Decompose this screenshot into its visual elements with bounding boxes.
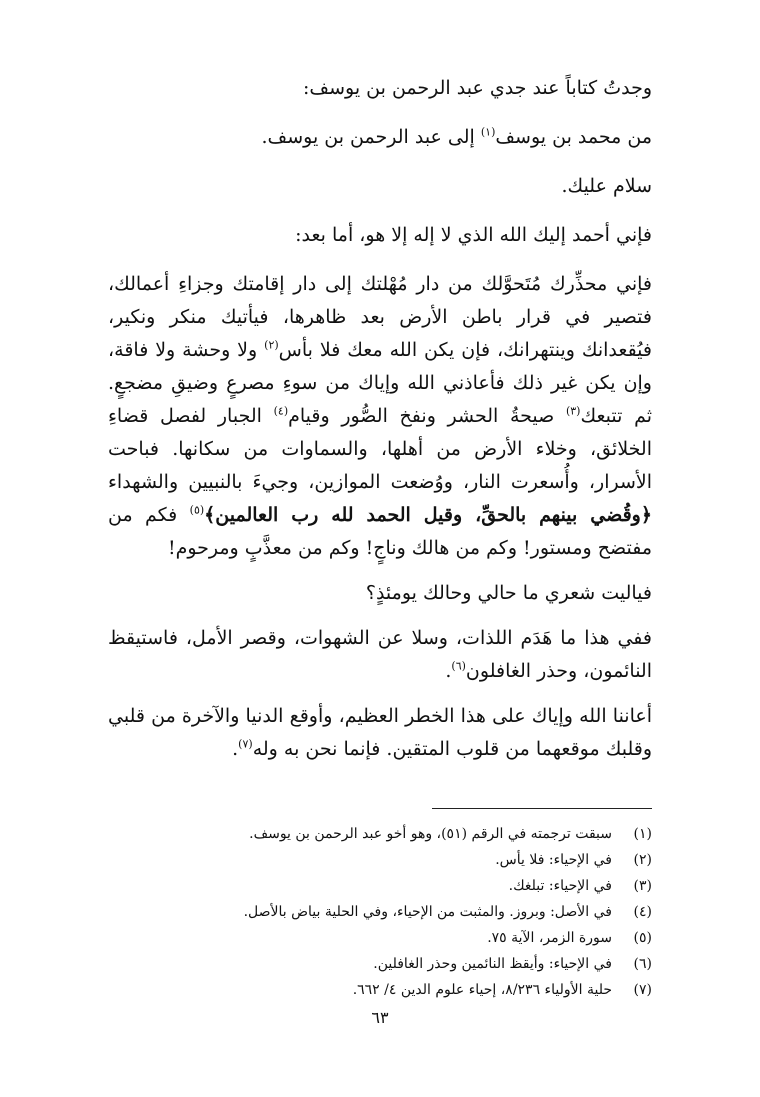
paragraph-intro [108, 72, 652, 105]
paragraph-sender [108, 121, 652, 154]
footnote-number: (٤) [633, 904, 652, 920]
footnote-text: في الإحياء: تبلغك. [508, 878, 612, 894]
footnote-ref-1[interactable]: (١) [480, 125, 496, 139]
footnote-ref-4[interactable]: (٤) [273, 404, 289, 418]
warning-text-c: صيحةُ الحشر ونفخ الصُّور وقيام [288, 405, 566, 427]
footnote-item [108, 899, 652, 925]
footnote-divider [432, 808, 652, 809]
warning-text-a: فإني محذِّرك مُتَحوَّلك من دار مُهْلتك إلى دار إقامتك وجزاءِ أعمالك، فتصير في قرار باطن الأرض بعد ظاهرها، فيأتيك منكر ونكير، فيُقعدانك وينتهرانك، فإن يكن الله معك فلا بأس [108, 273, 653, 361]
main-text [108, 72, 652, 766]
warning-text-d: الجبار لفصل قضاءِ الخلائق، وخلاء الأرض من أهلها، والسماوات من سكانها. فباحت الأسرار، وأُسعرت النار، ووُضعت الموازين، وجيءَ بالنبيين والشهداء [108, 405, 652, 493]
warning-text-e: فكم من مفتضح ومستور! وكم من هالك وناجٍ! وكم من معذَّبٍ ومرحوم! [108, 504, 652, 559]
reflection-end: . [445, 660, 452, 682]
paragraph-reflection [108, 622, 652, 688]
footnote-text: في الإحياء: وأيقظ النائمين وحذر الغافلين. [373, 956, 612, 972]
reflection-text: ففي هذا ما هَدَم اللذات، وسلا عن الشهوات، وقصر الأمل، فاستيقظ النائمون، وحذر الغافلون [108, 627, 652, 682]
greeting-text: سلام عليك. [561, 175, 652, 197]
paragraph-greeting [108, 170, 652, 203]
question-text: فياليت شعري ما حالي وحالك يومئذٍ؟ [365, 582, 652, 604]
footnote-number: (١) [633, 826, 652, 842]
footnote-item [108, 977, 652, 1003]
page-number: ٦٣ [371, 1008, 389, 1027]
footnote-number: (٥) [633, 930, 652, 946]
footnote-ref-6[interactable]: (٦) [451, 659, 466, 673]
prayer-end: . [232, 738, 239, 760]
footnote-text: في الإحياء: فلا يأس. [495, 852, 612, 868]
paragraph-question [108, 577, 652, 610]
footnote-text: سورة الزمر، الآية ٧٥. [487, 930, 612, 946]
footnote-text: حلية الأولياء ٨/٢٣٦، إحياء علوم الدين ٤/ ٦٦٢. [352, 982, 612, 998]
footnote-item [108, 951, 652, 977]
footnote-item [108, 925, 652, 951]
footnote-text: في الأصل: وبروز. والمثبت من الإحياء، وفي الحلية بياض بالأصل. [243, 904, 612, 920]
quran-verse: ﴿وقُضي بينهم بالحقِّ، وقيل الحمد لله رب العالمين﴾ [204, 504, 652, 526]
paragraph-warning [108, 268, 652, 565]
footnote-ref-5[interactable]: (٥) [189, 503, 205, 517]
footnote-item [108, 821, 652, 847]
footnote-ref-7[interactable]: (٧) [238, 737, 253, 751]
intro-text: وجدتُ كتاباً عند جدي عبد الرحمن بن يوسف: [303, 77, 652, 99]
footnotes-list [108, 821, 652, 1003]
footnote-ref-3[interactable]: (٣) [565, 404, 581, 418]
praise-text: فإني أحمد إليك الله الذي لا إله إلا هو، أما بعد: [295, 224, 652, 246]
warning-text-b: ولا وحشة ولا فاقة، وإن يكن غير ذلك فأعاذني الله وإياك من سوءِ مصرعٍ وضيقِ مضجعٍ. ثم تتبعك [108, 339, 653, 427]
footnote-ref-2[interactable]: (٢) [264, 338, 279, 352]
paragraph-prayer [108, 700, 652, 766]
prayer-text: أعاننا الله وإياك على هذا الخطر العظيم، وأوقع الدنيا والآخرة من قلبي وقلبك موقعهما من قلوب المتقين. فإنما نحن به وله [108, 705, 652, 760]
footnote-item [108, 873, 652, 899]
footnote-number: (٣) [633, 878, 652, 894]
footnote-number: (٢) [633, 852, 652, 868]
paragraph-praise [108, 219, 652, 252]
recipient-text: إلى عبد الرحمن بن يوسف. [261, 126, 481, 148]
footnote-number: (٦) [633, 956, 652, 972]
sender-text: من محمد بن يوسف [495, 126, 652, 148]
footnote-text: سبقت ترجمته في الرقم (٥١)، وهو أخو عبد الرحمن بن يوسف. [249, 826, 612, 842]
footnote-item [108, 847, 652, 873]
footnote-number: (٧) [633, 982, 652, 998]
